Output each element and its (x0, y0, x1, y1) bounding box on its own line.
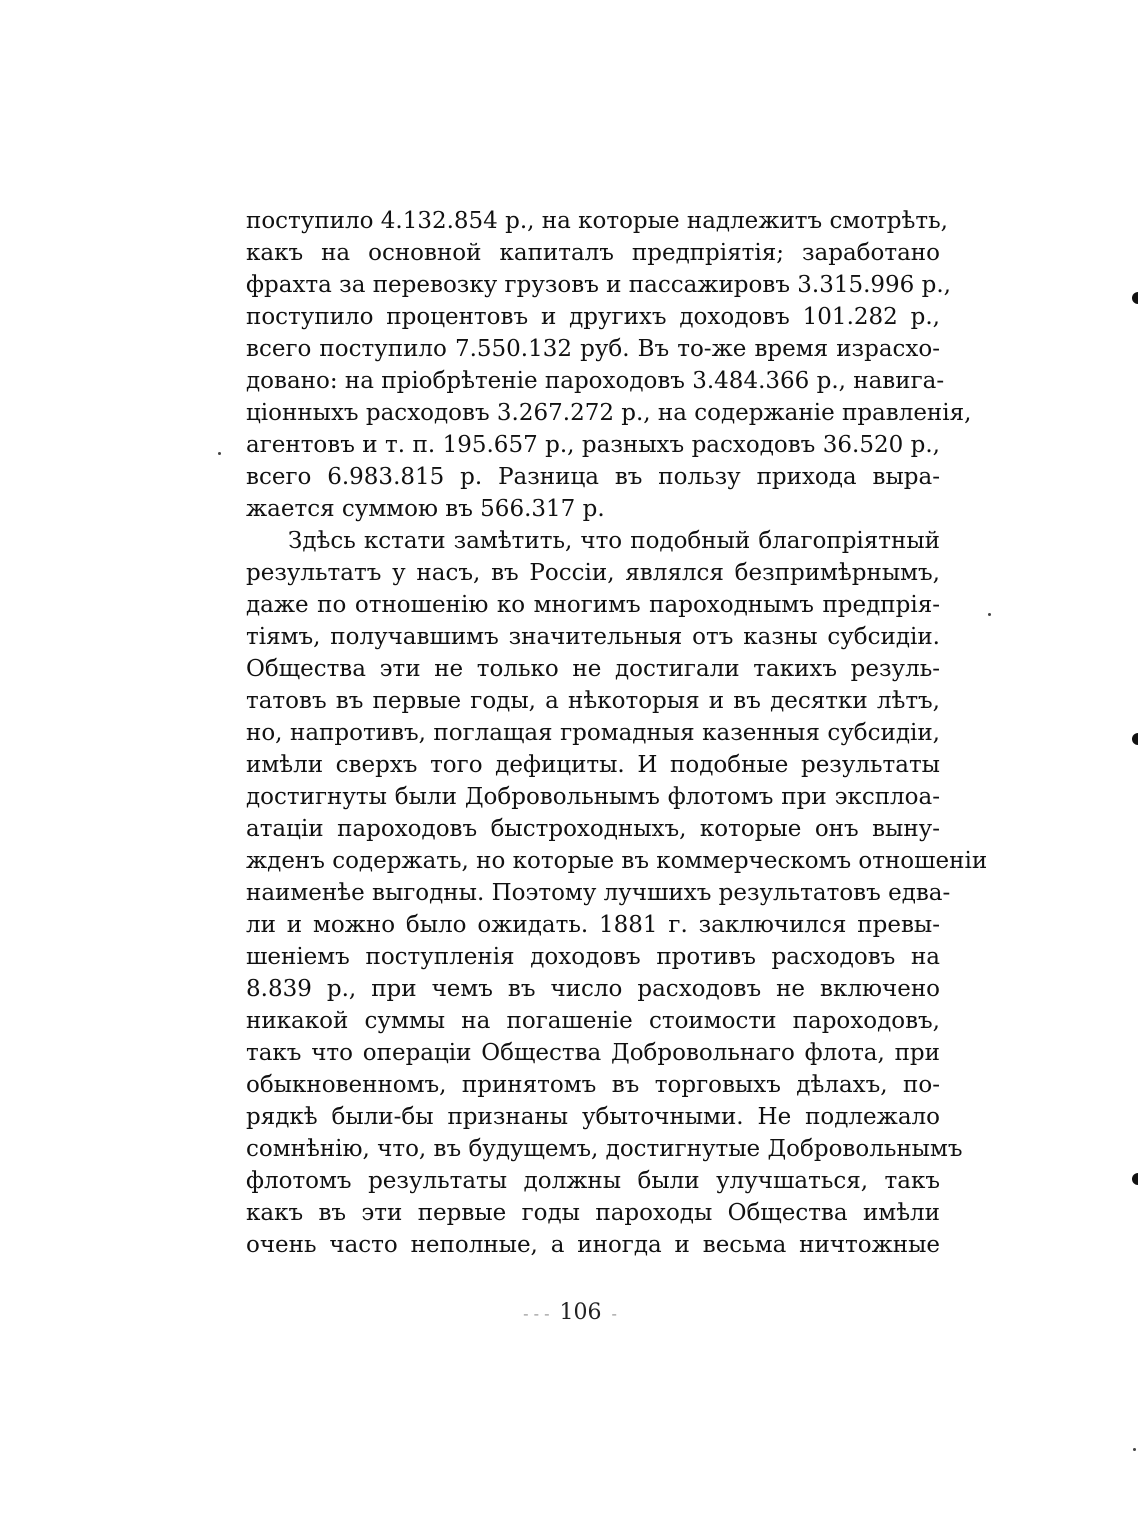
text-line: какъ на основной капиталъ предпріятія; заработано (246, 240, 940, 266)
speck (1133, 1448, 1136, 1451)
speck (218, 452, 221, 455)
text-line: достигнуты были Добровольнымъ флотомъ при эксплоа- (246, 784, 940, 810)
speck (988, 613, 991, 616)
text-line: очень часто неполные, а иногда и весьма ничтожные (246, 1232, 940, 1258)
text-line: даже по отношенію ко многимъ пароходнымъ предпрія- (246, 592, 940, 618)
text-line: татовъ въ первые годы, а нѣкоторыя и въ десятки лѣтъ, (246, 688, 940, 714)
body-text (246, 205, 988, 1261)
binding-mark (1132, 1173, 1138, 1185)
text-line: Общества эти не только не достигали такихъ резуль- (246, 656, 940, 682)
text-line: всего 6.983.815 р. Разница въ пользу прихода выра- (246, 464, 940, 490)
binding-mark (1132, 292, 1138, 304)
text-line: агентовъ и т. п. 195.657 р., разныхъ расходовъ 36.520 р., (246, 432, 940, 458)
text-line: сомнѣнію, что, въ будущемъ, достигнутые Добровольнымъ (246, 1136, 963, 1162)
text-line: жденъ содержать, но которые въ коммерческомъ отношеніи (246, 848, 988, 874)
text-line: никакой суммы на погашеніе стоимости пароходовъ, (246, 1008, 940, 1034)
text-line: тіямъ, получавшимъ значительныя отъ казны субсидіи. (246, 624, 940, 650)
text-line: поступило 4.132.854 р., на которые надлежитъ смотрѣть, (246, 208, 948, 234)
text-line: поступило процентовъ и другихъ доходовъ 101.282 р., (246, 304, 940, 330)
text-line: Здѣсь кстати замѣтить, что подобный благопріятный (288, 528, 940, 554)
text-line: ціонныхъ расходовъ 3.267.272 р., на содержаніе правленія, (246, 400, 972, 426)
text-line: но, напротивъ, поглащая громадныя казенныя субсидіи, (246, 720, 940, 746)
binding-mark (1132, 733, 1138, 745)
text-line: ли и можно было ожидать. 1881 г. заключился превы- (246, 912, 940, 938)
text-line: обыкновенномъ, принятомъ въ торговыхъ дѣлахъ, по- (246, 1072, 940, 1098)
dash-mark: - (611, 1304, 617, 1323)
text-line: шеніемъ поступленія доходовъ противъ расходовъ на (246, 944, 940, 970)
text-line: флотомъ результаты должны были улучшаться, такъ (246, 1168, 940, 1194)
text-line: фрахта за перевозку грузовъ и пассажировъ 3.315.996 р., (246, 272, 951, 298)
text-line: наименѣе выгодны. Поэтому лучшихъ результатовъ едва- (246, 880, 951, 906)
page-number (0, 1298, 1140, 1329)
dash-mark: - - - (523, 1304, 550, 1323)
text-line: всего поступило 7.550.132 руб. Въ то-же время израсхо- (246, 336, 940, 362)
text-line: имѣли сверхъ того дефициты. И подобные результаты (246, 752, 940, 778)
text-line: какъ въ эти первые годы пароходы Общества имѣли (246, 1200, 940, 1226)
text-line: рядкѣ были-бы признаны убыточными. Не подлежало (246, 1104, 940, 1130)
text-line: атаціи пароходовъ быстроходныхъ, которые онъ выну- (246, 816, 940, 842)
text-line: жается суммою въ 566.317 р. (246, 496, 605, 522)
page-number-text: 106 (559, 1300, 602, 1325)
text-line: 8.839 р., при чемъ въ число расходовъ не включено (246, 976, 940, 1002)
text-line: довано: на пріобрѣтеніе пароходовъ 3.484.366 р., навига- (246, 368, 945, 394)
text-line: результатъ у насъ, въ Россіи, являлся безпримѣрнымъ, (246, 560, 940, 586)
paragraph-1 (246, 205, 972, 525)
paragraph-2 (246, 525, 988, 1261)
text-line: такъ что операціи Общества Добровольнаго флота, при (246, 1040, 940, 1066)
